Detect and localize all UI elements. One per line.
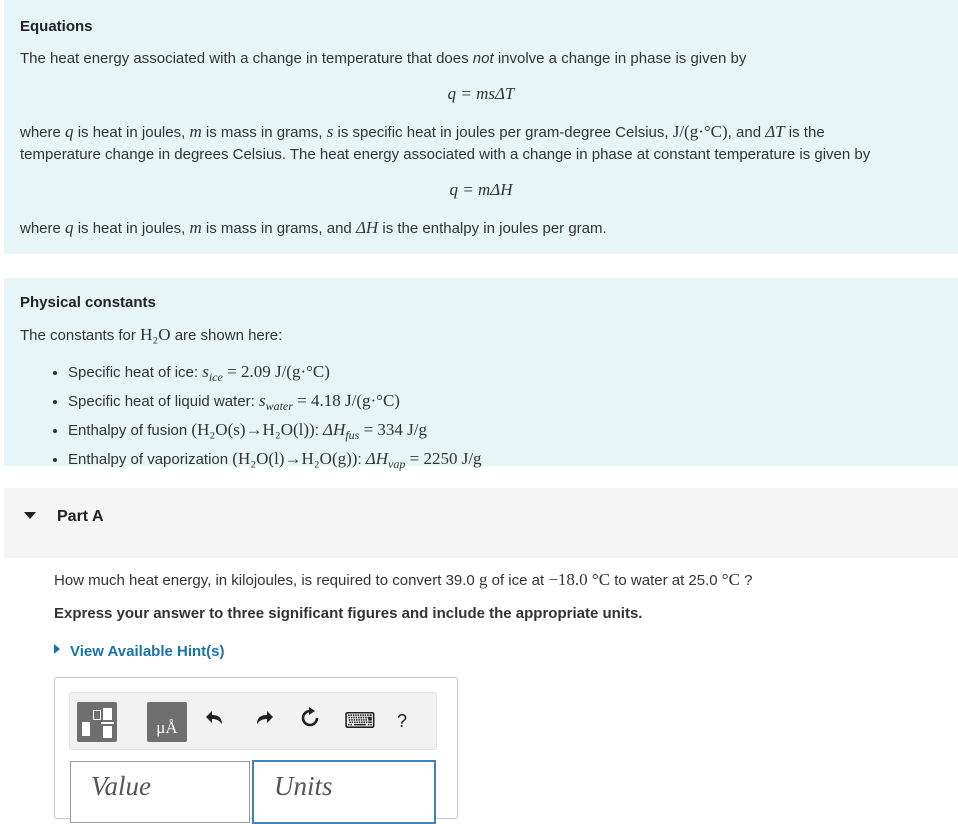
value-input[interactable]: [71, 762, 249, 806]
equations-heading: Equations: [20, 18, 93, 35]
units-button[interactable]: [147, 702, 187, 742]
part-a-header[interactable]: [4, 488, 958, 558]
value-field[interactable]: [70, 761, 250, 823]
constant-water-specific-heat: • Specific heat of liquid water: $s_{water} = 4.18$ J/(g·°C): [68, 389, 482, 418]
template-placeholder-icon: [93, 710, 101, 720]
units-input[interactable]: [254, 762, 434, 806]
equation-1: q = msΔT: [447, 84, 515, 103]
constant-ice-specific-heat: • Specific heat of ice: $s_{ice} = 2.09$ J/(g·°C): [68, 360, 482, 389]
constants-intro: The constants for H₂O are shown here:: [20, 325, 283, 344]
template-fraction-bar-icon: [101, 722, 114, 724]
constants-panel: [4, 278, 958, 471]
constant-enthalpy-fusion: • Enthalpy of fusion (H₂O(s)→H₂O(l)): $\Delta H_{fus} = 334$ J/g: [68, 418, 482, 447]
expand-arrow-icon: [54, 644, 60, 654]
equations-line-2: temperature change in degrees Celsius. The heat energy associated with a change in phase at constant temperature is given by: [20, 146, 871, 163]
constant-enthalpy-vaporization: • Enthalpy of vaporization (H₂O(l)→H₂O(g)): $\Delta H_{vap} = 2250$ J/g: [68, 447, 482, 476]
units-field[interactable]: [252, 760, 436, 824]
equations-intro: The heat energy associated with a change in temperature that does not involve a change in phase is given by: [20, 50, 747, 67]
units-button-label: μÅ: [156, 718, 178, 737]
constants-heading: Physical constants: [20, 294, 156, 311]
answer-toolbar: [69, 692, 437, 750]
equations-where-2: where q is heat in joules, m is mass in grams, and ΔH is the enthalpy in joules per gram.: [20, 218, 607, 237]
equation-2: q = mΔH: [449, 180, 513, 199]
question-text: How much heat energy, in kilojoules, is required to convert 39.0 g of ice at −18.0 °C to water at 25.0 °C ?: [54, 570, 753, 589]
template-square-icon: [82, 722, 90, 736]
answer-box: [54, 677, 458, 819]
keyboard-icon[interactable]: ⌨: [344, 708, 376, 733]
equations-where-1: where q is heat in joules, m is mass in grams, s is specific heat in joules per gram-degree Celsius, J/(g·°C), and ΔT is the: [20, 122, 825, 141]
equations-panel: [4, 0, 958, 254]
templates-button[interactable]: [77, 702, 117, 742]
constants-list: [50, 360, 482, 476]
answer-instruction: Express your answer to three significant figures and include the appropriate units.: [54, 605, 643, 622]
template-denominator-icon: [103, 726, 112, 738]
reset-icon[interactable]: [296, 707, 324, 735]
view-hints-label: View Available Hint(s): [70, 643, 225, 660]
undo-icon[interactable]: [201, 707, 229, 735]
collapse-caret-icon[interactable]: [24, 512, 36, 519]
help-icon[interactable]: ?: [396, 711, 407, 731]
template-numerator-icon: [103, 708, 112, 720]
part-a-title: Part A: [57, 508, 104, 525]
redo-icon[interactable]: [250, 707, 278, 735]
view-hints-link[interactable]: [54, 643, 225, 660]
